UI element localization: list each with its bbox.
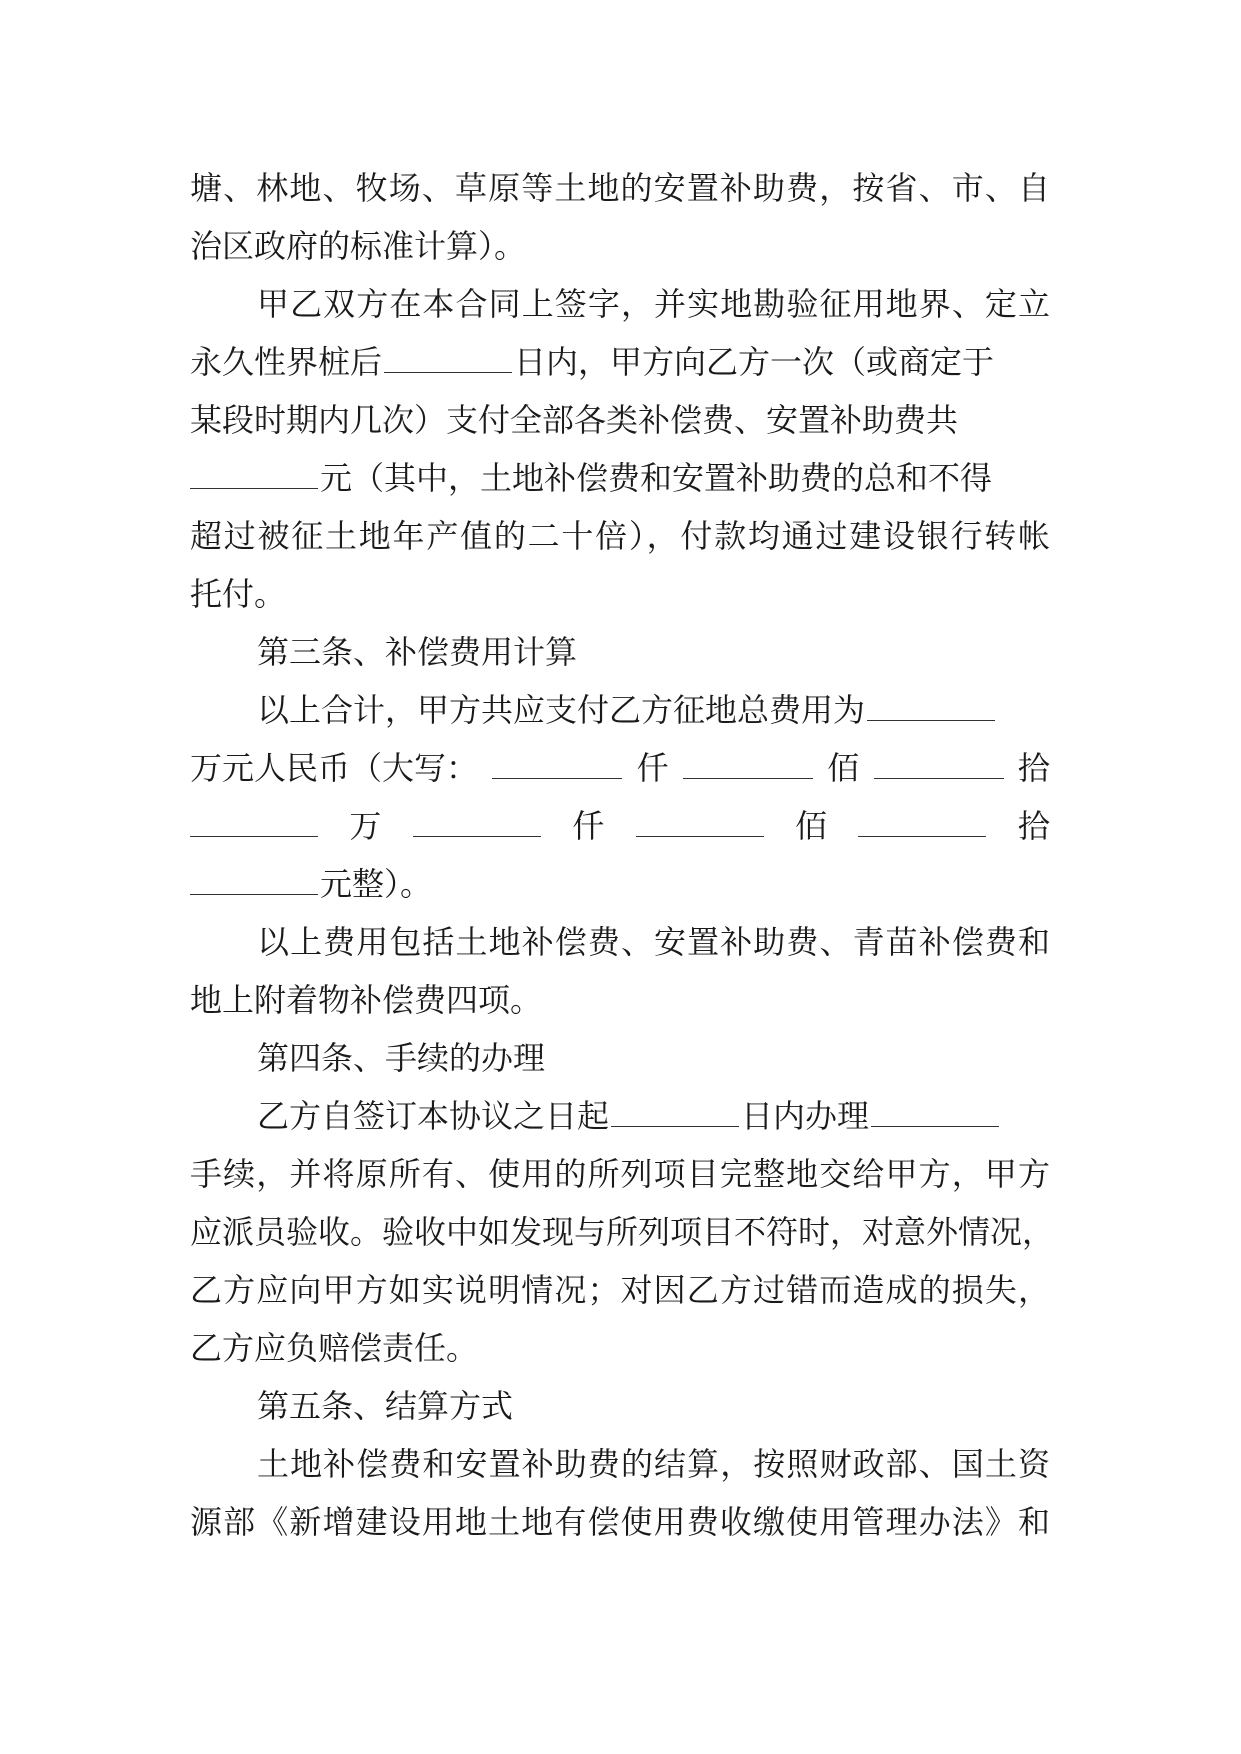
line-text: 地上附着物补偿费四项。 [190,981,543,1019]
line-text: 以上费用包括土地补偿费、安置补助费、青苗补偿费和 [257,923,1052,961]
text-line [190,164,1050,212]
line-text: 乙方自签订本协议之日起 [257,1097,610,1135]
text-line [190,1324,1050,1372]
line-text: 应派员验收。验收中如发现与所列项目不符时，对意外情况， [190,1213,1055,1251]
line-text: 仟 [572,807,605,845]
line-text: 万元人民币（大写： [190,749,479,787]
paragraph-first-line [257,686,1050,734]
amount-blank[interactable] [636,808,764,837]
amount-blank[interactable] [874,750,1004,779]
amount-blank[interactable] [190,866,318,895]
text-line [190,338,1050,386]
paragraph-first-line [257,1440,1050,1488]
days-blank[interactable] [611,1098,739,1127]
text-line [190,570,1050,618]
amount-blank[interactable] [190,460,318,489]
line-text: 托付。 [190,575,287,613]
total-amount-blank[interactable] [867,692,995,721]
text-line [190,454,1050,502]
line-text: 拾 [1017,749,1050,787]
text-line [190,976,1050,1024]
line-text: 佰 [795,807,828,845]
text-line [190,802,1050,850]
line-text: 佰 [827,749,860,787]
line-text: 甲乙双方在本合同上签字，并实地勘验征用地界、定立 [257,285,1052,323]
text-line [190,1208,1055,1256]
line-text: 日内办理 [741,1097,870,1135]
days-blank[interactable] [384,344,512,373]
text-line [190,1266,1050,1314]
heading-text: 第五条、结算方式 [257,1387,514,1425]
section-heading [257,628,1050,676]
line-text: 永久性界桩后 [190,343,383,381]
text-line [190,512,1050,560]
paragraph-first-line [257,280,1050,328]
text-line [190,744,1050,792]
section-heading [257,1382,1050,1430]
procedure-blank[interactable] [871,1098,999,1127]
text-line [190,1150,1050,1198]
line-text: 日内，甲方向乙方一次（或商定于 [514,343,995,381]
line-text: 土地补偿费和安置补助费的结算，按照财政部、国土资 [257,1445,1052,1483]
line-text: 某段时期内几次）支付全部各类补偿费、安置补助费共 [190,401,959,439]
amount-blank[interactable] [413,808,541,837]
line-text: 元整）。 [320,865,433,903]
amount-blank[interactable] [858,808,986,837]
text-line [190,860,1050,908]
amount-blank[interactable] [190,808,318,837]
line-text: 元（其中，土地补偿费和安置补助费的总和不得 [320,459,993,497]
line-text: 乙方应负赔偿责任。 [190,1329,479,1367]
amount-blank[interactable] [683,750,813,779]
amount-blank[interactable] [492,750,622,779]
paragraph-first-line [257,1092,1050,1140]
line-text: 以上合计，甲方共应支付乙方征地总费用为 [257,691,866,729]
text-line [190,396,1050,444]
line-text: 拾 [1017,807,1050,845]
section-heading [257,1034,1050,1082]
heading-text: 第三条、补偿费用计算 [257,633,578,671]
line-text: 治区政府的标准计算）。 [190,227,527,265]
text-line [190,222,1050,270]
line-text: 万 [349,807,382,845]
line-text: 超过被征土地年产值的二十倍），付款均通过建设银行转帐 [190,517,1052,555]
line-text: 乙方应向甲方如实说明情况；对因乙方过错而造成的损失， [190,1271,1052,1309]
line-text: 源部《新增建设用地土地有偿使用费收缴使用管理办法》和 [190,1503,1052,1541]
line-text: 塘、林地、牧场、草原等土地的安置补助费，按省、市、自 [190,169,1052,207]
heading-text: 第四条、手续的办理 [257,1039,546,1077]
paragraph-first-line [257,918,1050,966]
line-text: 仟 [636,749,669,787]
line-text: 手续，并将原所有、使用的所列项目完整地交给甲方，甲方 [190,1155,1052,1193]
text-line [190,1498,1050,1546]
